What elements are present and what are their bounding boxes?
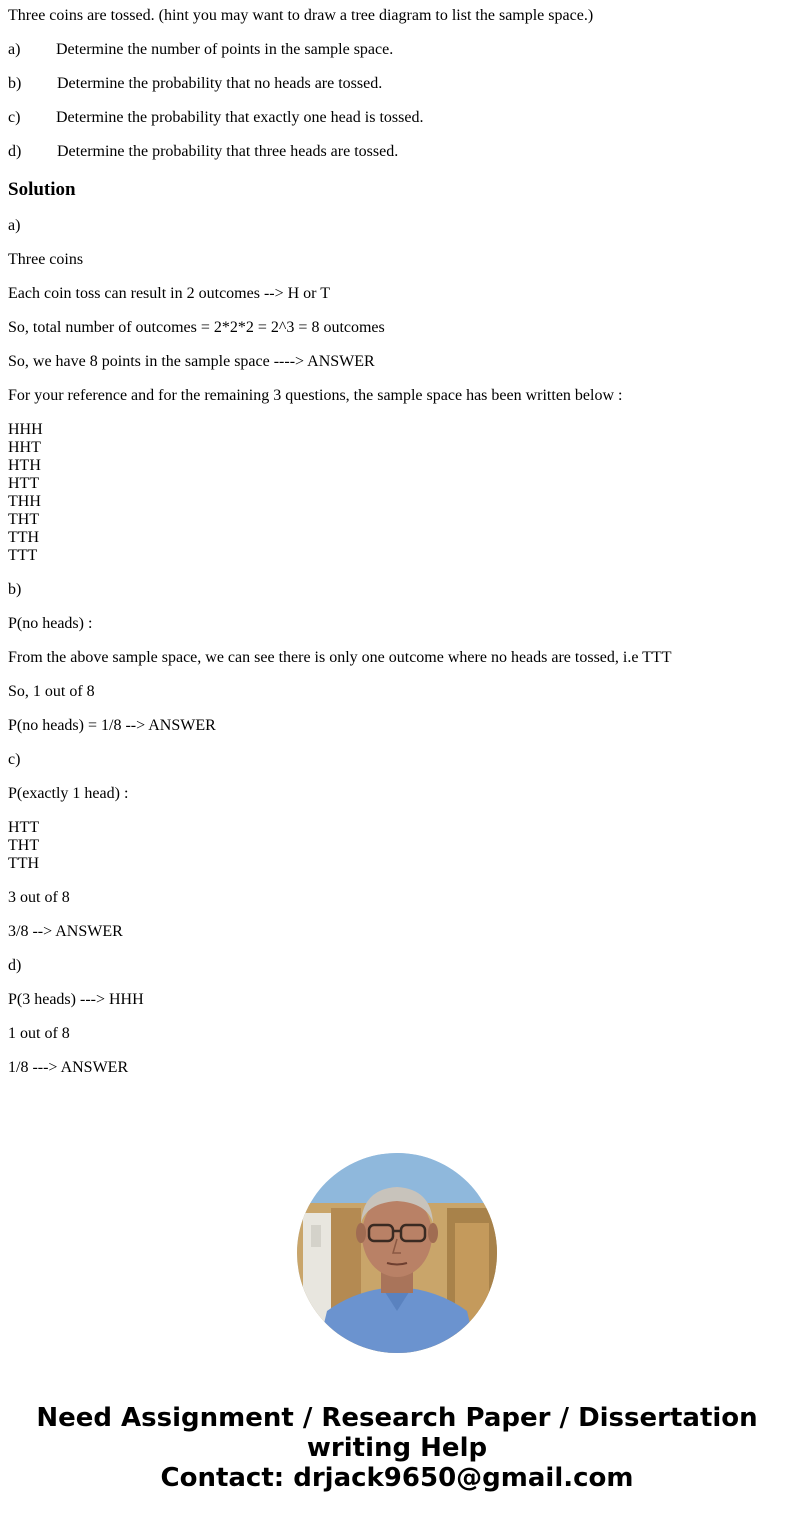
solution-line: 3 out of 8	[8, 889, 70, 906]
document-content	[8, 7, 786, 1093]
banner-line-1: Need Assignment / Research Paper / Dissertation	[36, 1403, 758, 1433]
part-d-label: d)	[8, 957, 22, 974]
solution-line: 1/8 ---> ANSWER	[8, 1059, 129, 1076]
contact-banner	[0, 1403, 794, 1493]
solution-line: P(no heads) :	[8, 615, 93, 632]
solution-line: 3/8 --> ANSWER	[8, 923, 123, 940]
solution-line: So, 1 out of 8	[8, 683, 95, 700]
outcome-item: THH	[8, 493, 41, 510]
question-letter: c)	[8, 109, 21, 126]
exactly-one-head-list	[8, 819, 786, 873]
solution-line: For your reference and for the remaining 3 questions, the sample space has been written below :	[8, 387, 623, 404]
outcome-item: HTH	[8, 457, 41, 474]
solution-line: P(3 heads) ---> HHH	[8, 991, 144, 1008]
outcome-item: THT	[8, 511, 40, 528]
contact-email: Contact: drjack9650@gmail.com	[160, 1463, 634, 1493]
solution-line: So, we have 8 points in the sample space ----> ANSWER	[8, 353, 375, 370]
solution-line: From the above sample space, we can see there is only one outcome where no heads are tossed, i.e TTT	[8, 649, 672, 666]
banner-line-2: writing Help	[306, 1433, 488, 1463]
solution-line: P(exactly 1 head) :	[8, 785, 129, 802]
outcome-item: TTH	[8, 855, 40, 872]
question-intro: Three coins are tossed. (hint you may want to draw a tree diagram to list the sample space.)	[8, 7, 594, 24]
question-text: Determine the probability that three heads are tossed.	[57, 143, 399, 160]
solution-line: P(no heads) = 1/8 --> ANSWER	[8, 717, 216, 734]
question-item-c	[8, 109, 786, 127]
outcome-item: TTT	[8, 547, 38, 564]
author-photo	[297, 1153, 497, 1353]
outcome-item: TTH	[8, 529, 40, 546]
solution-line: 1 out of 8	[8, 1025, 70, 1042]
question-text: Determine the number of points in the sample space.	[56, 41, 394, 58]
part-c-label: c)	[8, 751, 21, 768]
sample-space-list	[8, 421, 786, 565]
outcome-item: HHH	[8, 421, 43, 438]
solution-line: Three coins	[8, 251, 84, 268]
question-letter: d)	[8, 143, 22, 160]
outcome-item: HTT	[8, 819, 40, 836]
question-text: Determine the probability that no heads are tossed.	[57, 75, 383, 92]
question-item-d	[8, 143, 786, 161]
outcome-item: THT	[8, 837, 40, 854]
solution-heading: Solution	[8, 179, 76, 200]
part-a-label: a)	[8, 217, 21, 234]
part-b-label: b)	[8, 581, 22, 598]
solution-line: So, total number of outcomes = 2*2*2 = 2^3 = 8 outcomes	[8, 319, 385, 336]
question-item-b	[8, 75, 786, 93]
solution-line: Each coin toss can result in 2 outcomes --> H or T	[8, 285, 330, 302]
outcome-item: HTT	[8, 475, 40, 492]
outcome-item: HHT	[8, 439, 41, 456]
question-text: Determine the probability that exactly one head is tossed.	[56, 109, 424, 126]
question-item-a	[8, 41, 786, 59]
question-letter: b)	[8, 75, 22, 92]
question-letter: a)	[8, 41, 21, 58]
